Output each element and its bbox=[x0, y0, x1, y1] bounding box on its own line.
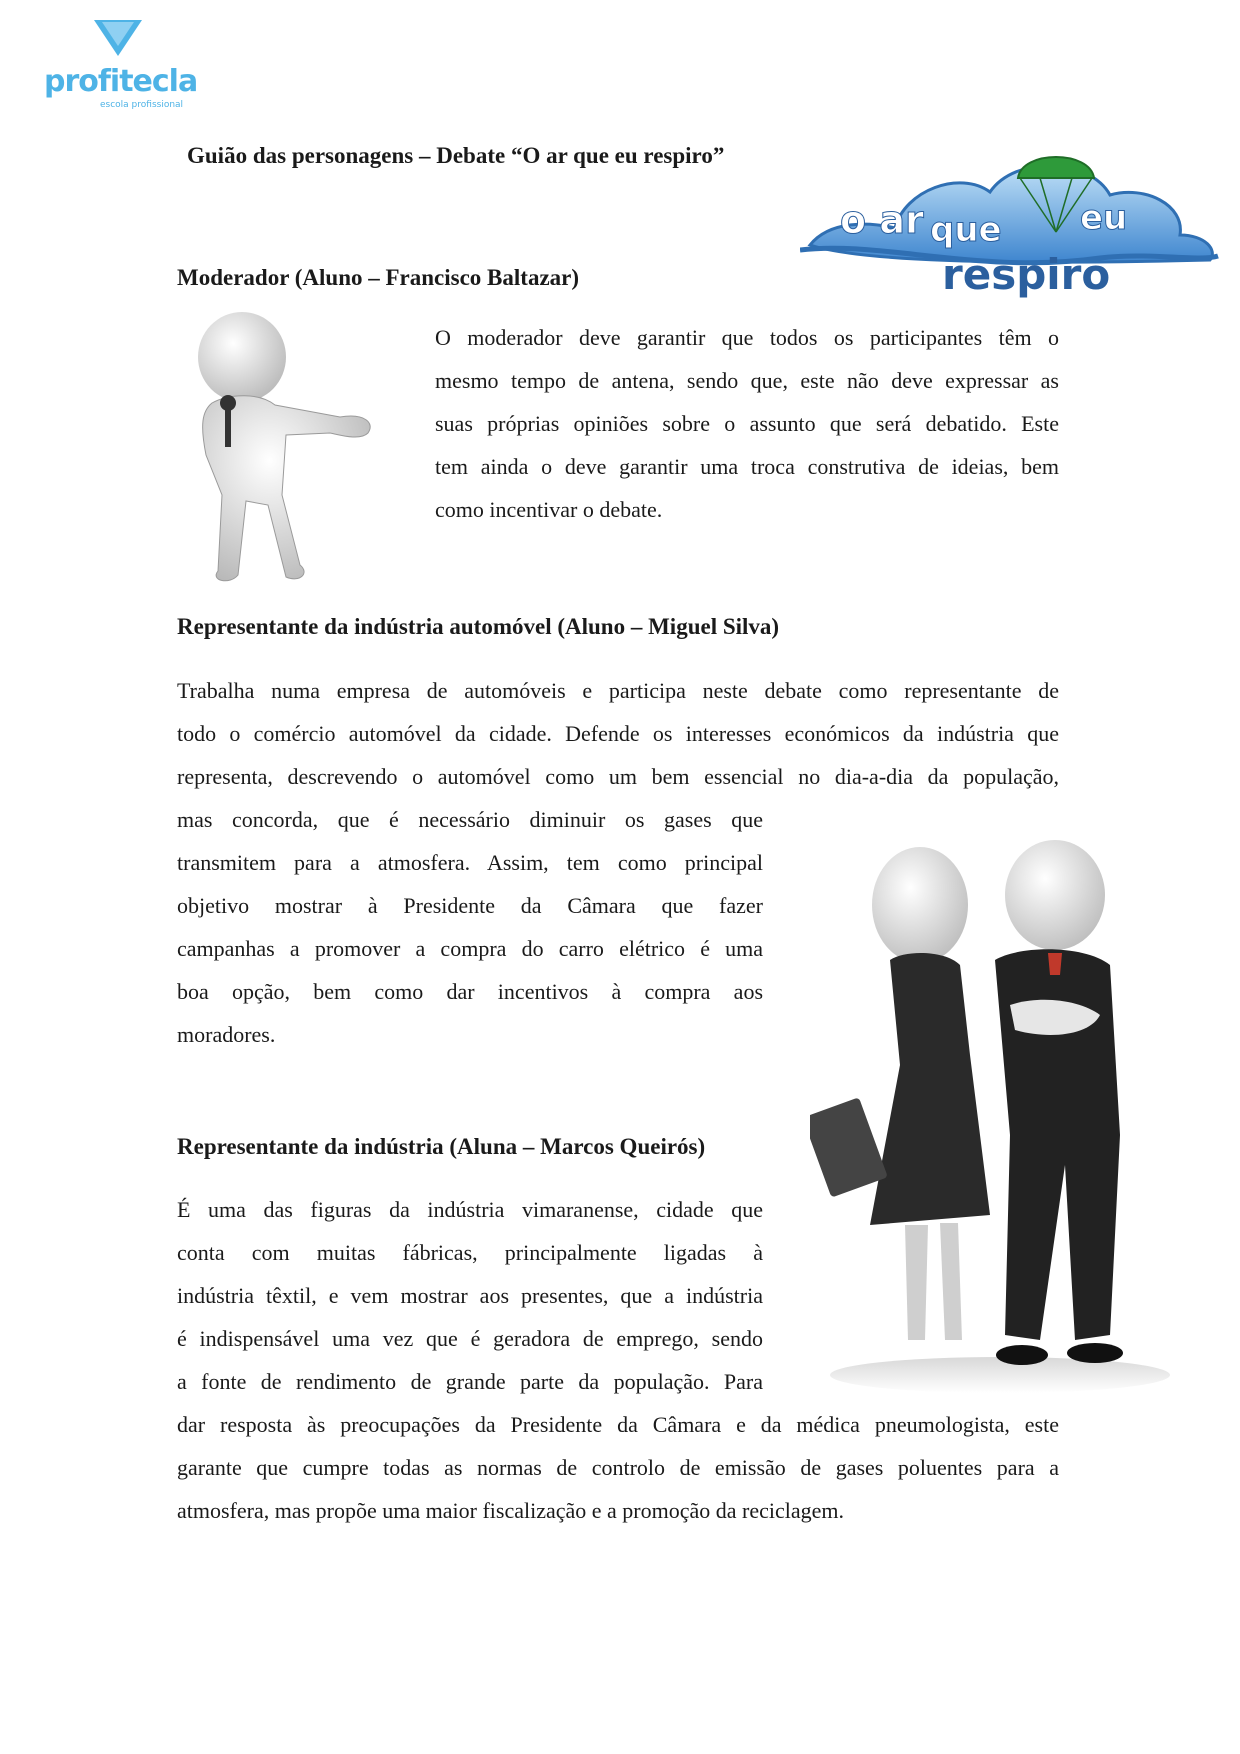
document-title: Guião das personagens – Debate “O ar que eu respiro” bbox=[187, 143, 725, 168]
business-couple-figure-image bbox=[810, 835, 1180, 1395]
section-heading-moderador: Moderador (Aluno – Francisco Baltazar) bbox=[177, 265, 580, 290]
logo-word-respiro: respiro bbox=[942, 250, 1111, 299]
industria-automovel-paragraph-full: Trabalha numa empresa de automóveis e participa neste debate como representante de todo o comércio automóvel da cidade. Defende os interesses económicos da indústria que representa, descrevendo o automóvel como um bem essencial no dia-a-dia da população, bbox=[177, 678, 1059, 789]
logo-triangle-icon bbox=[92, 18, 144, 58]
logo-tagline: escola profissional bbox=[100, 100, 184, 110]
moderador-paragraph: O moderador deve garantir que todos os participantes têm o mesmo tempo de antena, sendo que, este não deve expressar as suas próprias opiniões sobre o assunto que será debatido. Este tem ainda o deve garantir uma troca construtiva de ideias, bem como incentivar o debate. bbox=[435, 325, 1059, 522]
logo-word-eu: eu bbox=[1080, 198, 1128, 238]
parachute-icon bbox=[1018, 157, 1094, 178]
profitecla-logo bbox=[40, 14, 200, 110]
section-heading-industria: Representante da indústria (Aluna – Marcos Queirós) bbox=[177, 1134, 706, 1159]
section-heading-industria-automovel: Representante da indústria automóvel (Aluno – Miguel Silva) bbox=[177, 614, 780, 639]
briefcase-icon bbox=[810, 1097, 888, 1197]
logo-word-que: que bbox=[930, 210, 1002, 250]
debate-logo bbox=[800, 150, 1220, 310]
logo-word-o-ar: o ar bbox=[840, 198, 924, 242]
industria-automovel-paragraph-narrow: mas concorda, que é necessário diminuir os gases que transmitem para a atmosfera. Assim, tem como principal objetivo mostrar à Presidente da Câmara que fazer campanhas a promover a compra do carro elétrico é uma boa opção, bem como dar incentivos à compra aos moradores. bbox=[177, 807, 763, 1047]
logo-word: profitecla bbox=[44, 64, 198, 99]
moderator-figure-image bbox=[190, 305, 390, 595]
industria-paragraph-full: dar resposta às preocupações da Presidente da Câmara e da médica pneumologista, este garante que cumpre todas as normas de controlo de emissão de gases poluentes para a atmosfera, mas propõe uma maior fiscalização e a promoção da reciclagem. bbox=[177, 1412, 1059, 1523]
industria-paragraph-narrow: É uma das figuras da indústria vimaranense, cidade que conta com muitas fábricas, principalmente ligadas à indústria têxtil, e vem mostrar aos presentes, que a indústria é indispensável uma vez que é geradora de emprego, sendo a fonte de rendimento de grande parte da população. Para bbox=[177, 1197, 763, 1394]
